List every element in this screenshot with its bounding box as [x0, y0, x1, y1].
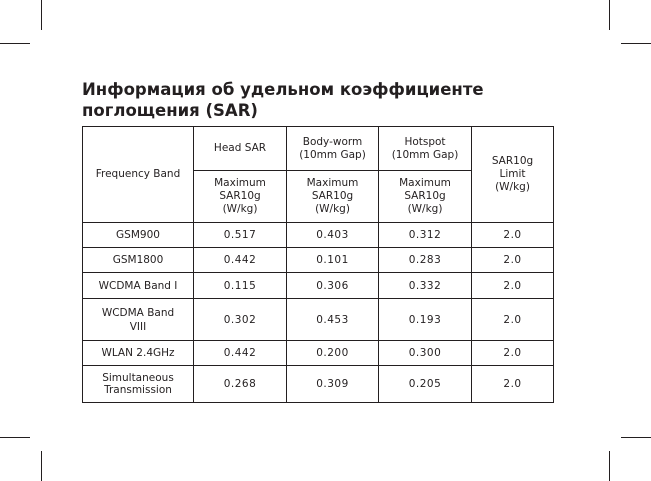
header-limit-line3: (W/kg)	[495, 181, 530, 193]
table-row	[83, 223, 554, 248]
crop-mark-top-left-v	[41, 0, 42, 30]
body-sar-cell: 0.403	[287, 223, 379, 248]
head-sar-cell: 0.442	[194, 341, 287, 366]
max-sar-line3: (W/kg)	[222, 203, 258, 215]
limit-cell: 2.0	[472, 366, 554, 403]
header-head-sar: Head SAR	[194, 127, 287, 171]
body-sar-cell: 0.306	[287, 273, 379, 299]
limit-cell: 2.0	[472, 248, 554, 273]
head-sar-cell: 0.302	[194, 299, 287, 341]
header-hotspot-line2: (10mm Gap)	[391, 148, 459, 161]
band-label-line1: Simultaneous	[102, 372, 174, 384]
band-cell	[83, 299, 194, 341]
body-sar-cell: 0.101	[287, 248, 379, 273]
limit-cell: 2.0	[472, 223, 554, 248]
max-sar-line2: SAR10g	[219, 190, 261, 202]
band-cell	[83, 273, 194, 299]
crop-mark-bottom-right-v	[609, 451, 610, 481]
sar-table	[82, 126, 554, 403]
crop-mark-bottom-left-h	[0, 437, 30, 438]
hotspot-sar-cell: 0.300	[379, 341, 472, 366]
header-limit-line2: Limit	[499, 168, 526, 180]
header-max-sar-hotspot	[379, 171, 472, 223]
band-label-line2: VIII	[129, 320, 147, 333]
page-title: Информация об удельном коэффициенте поглощения (SAR)	[82, 80, 484, 120]
band-label: GSM900	[116, 229, 160, 241]
hotspot-sar-cell: 0.193	[379, 299, 472, 341]
limit-cell: 2.0	[472, 273, 554, 299]
hotspot-sar-cell: 0.332	[379, 273, 472, 299]
band-cell	[83, 223, 194, 248]
header-max-sar-head	[194, 171, 287, 223]
band-label-line1: WCDMA Band	[101, 306, 175, 319]
limit-cell: 2.0	[472, 341, 554, 366]
body-sar-cell: 0.453	[287, 299, 379, 341]
max-sar-line3: (W/kg)	[407, 203, 443, 215]
header-max-sar-body	[287, 171, 379, 223]
header-body-worn	[287, 127, 379, 171]
header-limit	[472, 127, 554, 223]
head-sar-cell: 0.442	[194, 248, 287, 273]
header-hotspot-line1: Hotspot	[404, 135, 446, 148]
crop-mark-top-right-h	[621, 43, 651, 44]
crop-mark-top-right-v	[609, 0, 610, 30]
table-row	[83, 248, 554, 273]
hotspot-sar-cell: 0.205	[379, 366, 472, 403]
max-sar-line1: Maximum	[399, 177, 451, 189]
band-label: WCDMA Band I	[98, 279, 178, 292]
band-label: GSM1800	[112, 254, 164, 266]
table-row	[83, 273, 554, 299]
table-row	[83, 366, 554, 403]
hotspot-sar-cell: 0.283	[379, 248, 472, 273]
max-sar-line2: SAR10g	[404, 190, 446, 202]
table-row	[83, 341, 554, 366]
limit-cell: 2.0	[472, 299, 554, 341]
crop-mark-bottom-left-v	[41, 451, 42, 481]
header-body-worn-line2: (10mm Gap)	[299, 148, 366, 161]
table-row	[83, 299, 554, 341]
max-sar-line3: (W/kg)	[315, 203, 350, 215]
band-cell	[83, 248, 194, 273]
head-sar-cell: 0.517	[194, 223, 287, 248]
max-sar-line1: Maximum	[214, 177, 266, 189]
header-limit-line1: SAR10g	[491, 155, 534, 167]
max-sar-line1: Maximum	[306, 177, 359, 189]
band-label: WLAN 2.4GHz	[101, 347, 175, 359]
body-sar-cell: 0.200	[287, 341, 379, 366]
band-label-line2: Transmission	[104, 384, 172, 396]
band-cell	[83, 366, 194, 403]
header-hotspot	[379, 127, 472, 171]
head-sar-cell: 0.268	[194, 366, 287, 403]
crop-mark-bottom-right-h	[621, 437, 651, 438]
crop-mark-top-left-h	[0, 43, 30, 44]
hotspot-sar-cell: 0.312	[379, 223, 472, 248]
max-sar-line2: SAR10g	[311, 190, 354, 202]
head-sar-cell: 0.115	[194, 273, 287, 299]
band-cell	[83, 341, 194, 366]
header-body-worn-line1: Body-worm	[302, 135, 363, 148]
header-frequency-band: Frequency Band	[83, 127, 194, 223]
body-sar-cell: 0.309	[287, 366, 379, 403]
